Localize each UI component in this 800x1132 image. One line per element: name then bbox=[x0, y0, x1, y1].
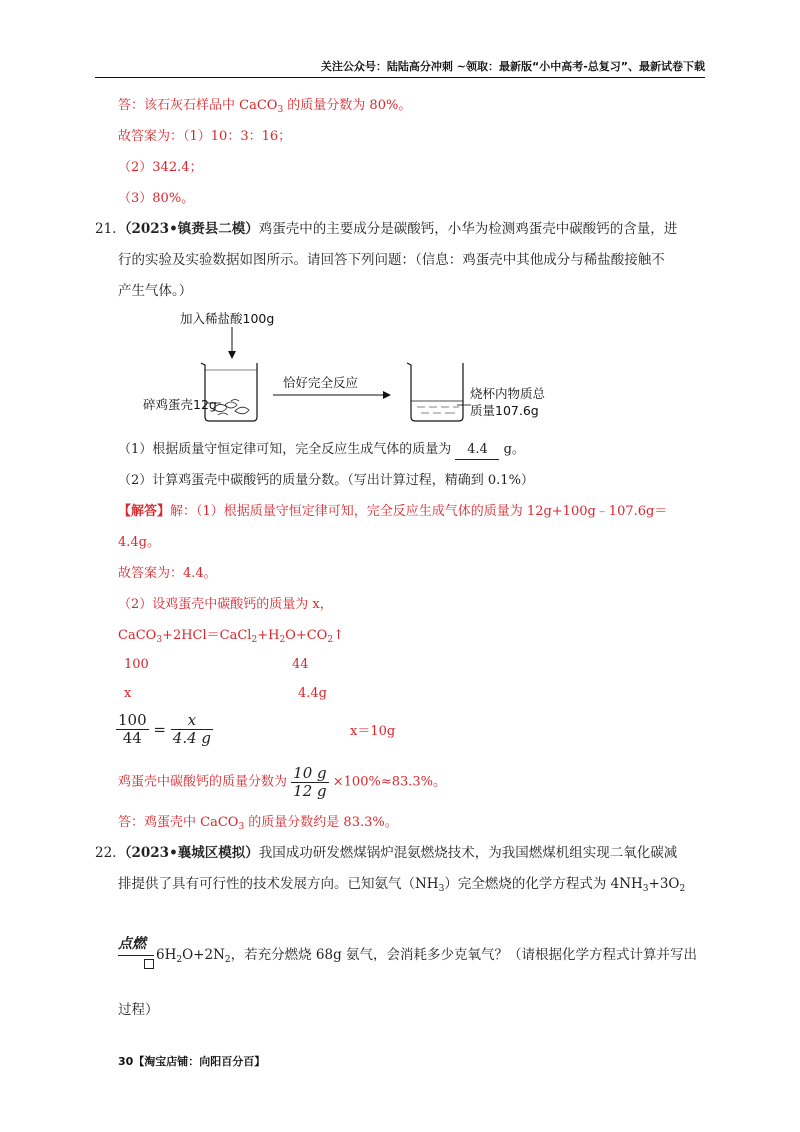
solution-line1: 【解答】解：（1）根据质量守恒定律可知，完全反应生成气体的质量为 12g+100g﹣107.6g＝ bbox=[118, 504, 668, 519]
conclusion-item-3: （3）80%。 bbox=[118, 191, 195, 206]
sample-label: 碎鸡蛋壳12g bbox=[143, 397, 217, 412]
diagram-drawing bbox=[125, 305, 585, 425]
fraction-2: $\frac{x}{4.4 g}$ bbox=[172, 711, 212, 747]
chemical-equation: $CaCO_3+2HCl=CaCl_2+H_2O+CO_2↑$ bbox=[118, 628, 344, 645]
shop-name: 【淘宝店铺：向阳百分百】 bbox=[133, 1055, 266, 1068]
result-x: x＝10g bbox=[350, 724, 396, 739]
fraction-1: $\frac{100}{44}$ bbox=[118, 711, 147, 747]
condition-box-icon bbox=[144, 959, 154, 969]
ratio-left-bottom: x bbox=[124, 686, 132, 701]
result-label-line1: 烧杯内物质总 bbox=[470, 386, 546, 401]
ratio-left-top: 100 bbox=[124, 657, 149, 672]
down-arrow-head bbox=[228, 351, 236, 359]
result-label-line2: 质量107.6g bbox=[470, 403, 539, 418]
q22-last-line: 过程） bbox=[118, 1002, 159, 1018]
page-header: 关注公众号：陆陆高分冲刺 ~领取：最新版“小中高考-总复习”、最新试卷下载 bbox=[95, 58, 705, 78]
right-arrow-head bbox=[383, 391, 391, 399]
final-answer: 答：鸡蛋壳中 CaCO$_3$ 的质量分数约是 83.3%。 bbox=[118, 815, 398, 832]
page-footer bbox=[118, 1053, 265, 1069]
beaker-1 bbox=[201, 363, 257, 421]
reaction-condition bbox=[118, 936, 156, 969]
answer-line: 答：该石灰石样品中 CaCO$_3$ 的质量分数为 80%。 bbox=[118, 98, 412, 115]
solution-line1b: 4.4g。 bbox=[118, 535, 160, 550]
fraction-3: $\frac{10 g}{12 g}$ bbox=[293, 764, 327, 800]
q21-part1: （1）根据质量守恒定律可知，完全反应生成气体的质量为 4.4 g。 bbox=[118, 441, 525, 460]
q22-equation-line: $6H_2O+2N_2$，若充分燃烧 68g 氨气，会消耗多少克氧气？（请根据化学方程式计算并写出 bbox=[156, 947, 698, 965]
question-22-stem: 22. （2023•襄城区模拟）我国成功研发燃煤锅炉混氨燃烧技术，为我国燃煤机组实现二氧化碳减 排提供了具有可行性的技术发展方向。已知氨气$(NH_3)$完全燃烧的化学方程式为 $4NH_3+3O_2$ bbox=[95, 845, 686, 894]
liquid-hatching bbox=[417, 407, 459, 413]
answer-blank: 4.4 bbox=[455, 441, 499, 460]
conclusion-line: 故答案为：（1）10：3：16； bbox=[118, 129, 292, 144]
beaker-2 bbox=[407, 363, 463, 421]
reaction-label: 恰好完全反应 bbox=[283, 375, 359, 390]
percent-line: 鸡蛋壳中碳酸钙的质量分数为 $\frac{10 g}{12 g}$ ×100%≈83.3%。 bbox=[118, 764, 447, 800]
proportion-equation: $\frac{100}{44}$ = $\frac{x}{4.4 g}$ bbox=[118, 711, 212, 747]
page-number: 30 bbox=[118, 1055, 134, 1068]
condition-bar bbox=[118, 955, 154, 956]
solution-answer1: 故答案为：4.4。 bbox=[118, 566, 217, 581]
q21-part2: （2）计算鸡蛋壳中碳酸钙的质量分数。（写出计算过程，精确到 0.1%） bbox=[118, 473, 534, 488]
experiment-diagram bbox=[125, 305, 585, 425]
ratio-right-top: 44 bbox=[292, 657, 309, 672]
add-acid-label: 加入稀盐酸100g bbox=[180, 311, 275, 326]
question-21-stem: 21. （2023•镇赉县二模）鸡蛋壳中的主要成分是碳酸钙，小华为检测鸡蛋壳中碳酸钙的含量，进 行的实验及实验数据如图所示。请回答下列问题：（信息：鸡蛋壳中其他成分与稀盐酸接触不 产生气体。） bbox=[95, 221, 678, 299]
conclusion-item-2: （2）342.4； bbox=[118, 160, 203, 175]
ratio-right-bottom: 4.4g bbox=[298, 686, 327, 701]
ignition-condition: 点燃 bbox=[118, 936, 146, 952]
eggshell-pieces bbox=[213, 400, 249, 416]
solution-line2: （2）设鸡蛋壳中碳酸钙的质量为 x， bbox=[118, 597, 333, 612]
